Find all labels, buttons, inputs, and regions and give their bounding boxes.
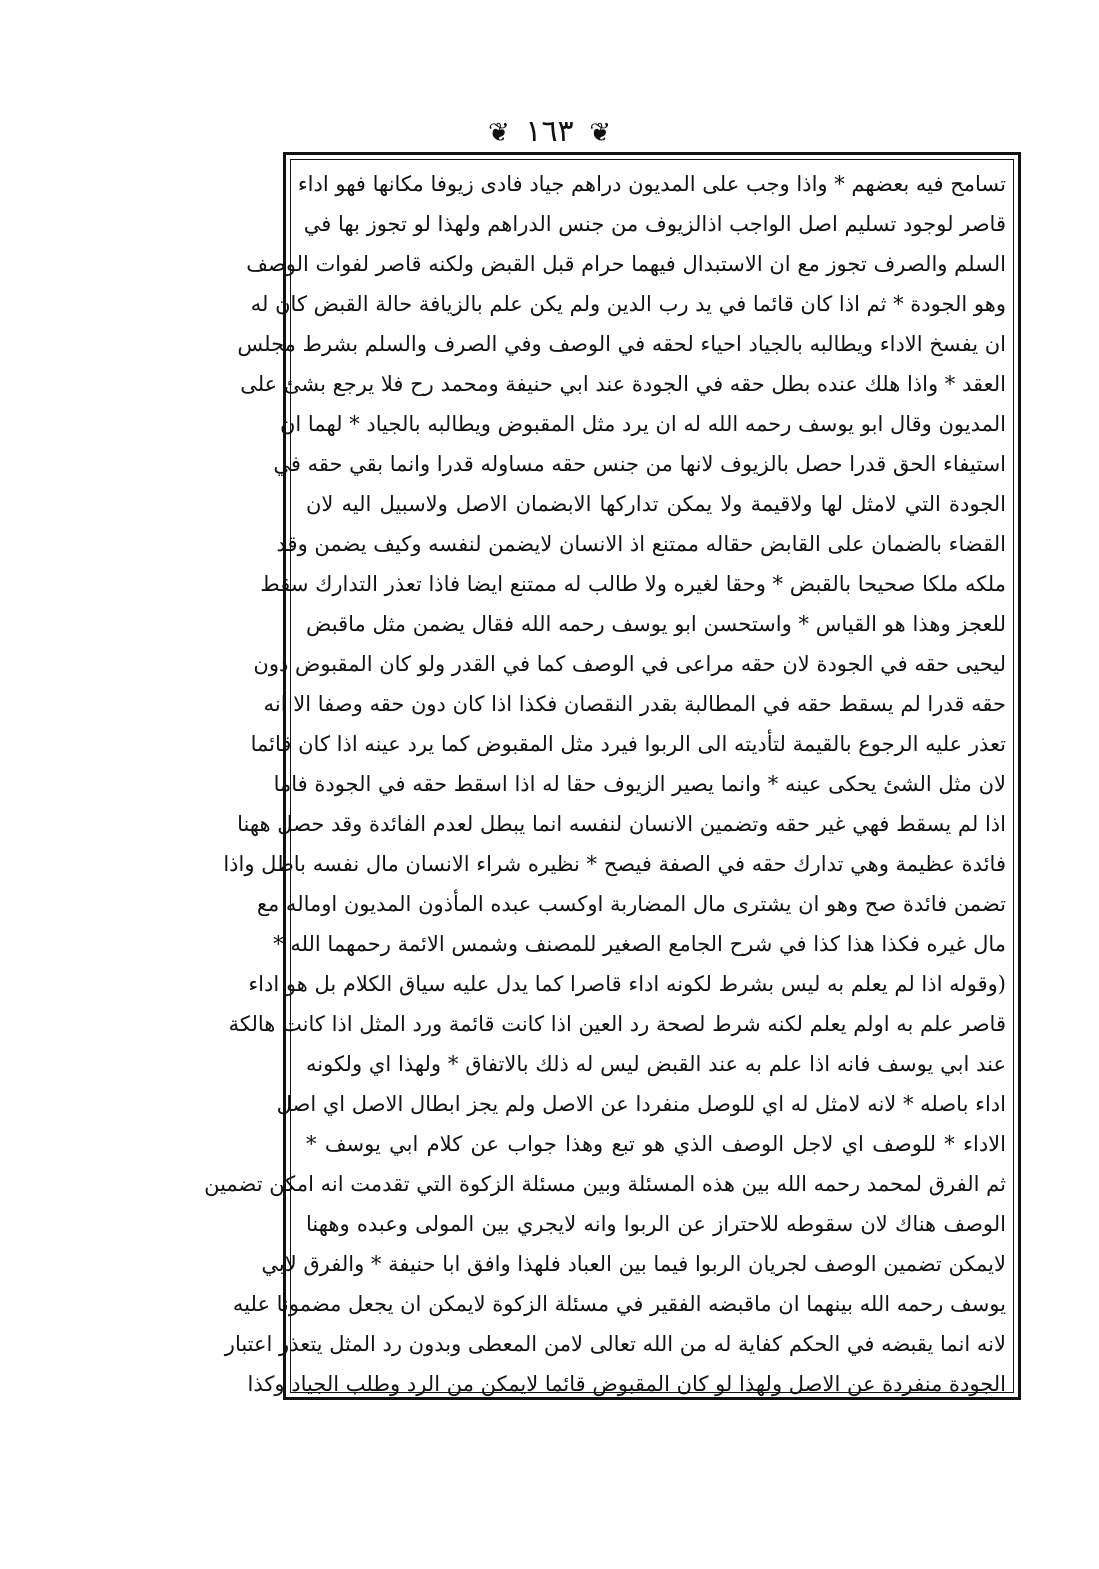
text-line: استيفاء الحق قدرا حصل بالزيوف لانها من جنس حقه مساوله قدرا وانما بقي حقه في: [273, 452, 1006, 476]
text-line: الجودة التي لامثل لها ولاقيمة ولا يمكن تداركها الابضمان الاصل ولاسبيل اليه لان: [306, 492, 1006, 516]
ornament-right-icon: ❦: [589, 118, 612, 148]
text-line: يوسف رحمه الله بينهما ان ماقبضه الفقير في مسئلة الزكوة لايمكن ان يجعل مضمونا عليه: [232, 1292, 1006, 1316]
page-number-text: ١٦٣: [525, 114, 574, 149]
text-line: القضاء بالضمان على القابض حقاله ممتنع اذ الانسان لايضمن لنفسه وكيف يضمن وقد: [276, 532, 1006, 556]
text-line: اداء باصله * لانه لامثل له اي للوصل منفردا عن الاصل ولم يجز ابطال الاصل اي اصل: [276, 1092, 1006, 1116]
text-line: مال غيره فكذا هذا كذا في شرح الجامع الصغير للمصنف وشمس الائمة رحمهما الله *: [273, 932, 1006, 956]
text-line: الوصف هناك لان سقوطه للاحتراز عن الربوا وانه لايجري بين المولى وعبده وههنا: [306, 1212, 1006, 1236]
text-line: وهو الجودة * ثم اذا كان قائما في يد رب الدين ولم يكن علم بالزيافة حالة القبض كان له: [250, 292, 1006, 316]
text-line: تسامح فيه بعضهم * واذا وجب على المديون دراهم جياد فادى زيوفا مكانها فهو اداء: [297, 172, 1006, 196]
text-line: ان يفسخ الاداء ويطالبه بالجياد احياء لحقه في الوصف وفي الصرف والسلم بشرط مجلس: [237, 332, 1006, 356]
text-line: اذا لم يسقط فهي غير حقه وتضمين الانسان لنفسه انما يبطل لعدم الفائدة وقد حصل ههنا: [237, 812, 1006, 836]
text-line: الاداء * للوصف اي لاجل الوصف الذي هو تبع وهذا جواب عن كلام ابي يوسف *: [306, 1132, 1006, 1156]
text-line: قاصر علم به اولم يعلم لكنه شرط لصحة رد العين اذا كانت قائمة ورد المثل اذا كانت هالكة: [228, 1012, 1006, 1036]
text-line: لان مثل الشئ يحكى عينه * وانما يصير الزيوف حقا له اذا اسقط حقه في الجودة فاما: [273, 772, 1006, 796]
text-line: تضمن فائدة صح وهو ان يشترى مال المضاربة اوكسب عبده المأذون المديون اوماله مع: [256, 892, 1006, 916]
text-line: الجودة منفردة عن الاصل ولهذا لو كان المقبوض قائما لايمكن من الرد وطلب الجياد وكذا: [247, 1372, 1006, 1396]
text-line: (وقوله اذا لم يعلم به ليس بشرط لكونه اداء قاصرا كما يدل عليه سياق الكلام بل هو اداء: [248, 972, 1006, 996]
text-line: لايمكن تضمين الوصف لجريان الربوا فيما بين العباد فلهذا وافق ابا حنيفة * والفرق لابي: [261, 1252, 1006, 1276]
text-line: قاصر لوجود تسليم اصل الواجب اذالزيوف من جنس الدراهم ولهذا لو تجوز بها في: [303, 212, 1006, 236]
ornament-left-icon: ❦: [487, 118, 510, 148]
text-line: لانه انما يقبضه في الحكم كفاية له من الله تعالى لامن المعطى وبدون رد المثل يتعذر اعتبار: [224, 1332, 1006, 1356]
text-line: فائدة عظيمة وهي تدارك حقه في الصفة فيصح * نظيره شراء الانسان مال نفسه باطل واذا: [223, 852, 1006, 876]
text-line: تعذر عليه الرجوع بالقيمة لتأديته الى الربوا فيرد مثل المقبوض كما يرد عينه اذا كان قائما: [250, 732, 1006, 756]
text-line: للعجز وهذا هو القياس * واستحسن ابو يوسف رحمه الله فقال يضمن مثل ماقبض: [306, 612, 1006, 636]
text-line: حقه قدرا لم يسقط حقه في المطالبة بقدر النقصان فكذا اذا كان دون حقه وصفا الا انه: [263, 692, 1006, 716]
text-line: المديون وقال ابو يوسف رحمه الله له ان يرد مثل المقبوض ويطالبه بالجياد * لهما ان: [279, 412, 1006, 436]
text-line: عند ابي يوسف فانه اذا علم به عند القبض ليس له ذلك بالاتفاق * ولهذا اي ولكونه: [306, 1052, 1006, 1076]
main-text-block: [204, 164, 1006, 1404]
text-line: ملكه ملكا صحيحا بالقبض * وحقا لغيره ولا طالب له ممتنع ايضا فاذا تعذر التدارك سقط: [260, 572, 1006, 596]
text-line: العقد * واذا هلك عنده بطل حقه في الجودة عند ابي حنيفة ومحمد رح فلا يرجع بشئ على: [240, 372, 1006, 396]
text-line: ثم الفرق لمحمد رحمه الله بين هذه المسئلة وبين مسئلة الزكوة التي تقدمت انه امكن تضمين: [204, 1172, 1006, 1196]
page-number: [0, 112, 1099, 153]
text-line: السلم والصرف تجوز مع ان الاستبدال فيهما حرام قبل القبض ولكنه قاصر لفوات الوصف: [246, 252, 1006, 276]
text-line: ليحيى حقه في الجودة لان حقه مراعى في الوصف كما في القدر ولو كان المقبوض دون: [253, 652, 1006, 676]
